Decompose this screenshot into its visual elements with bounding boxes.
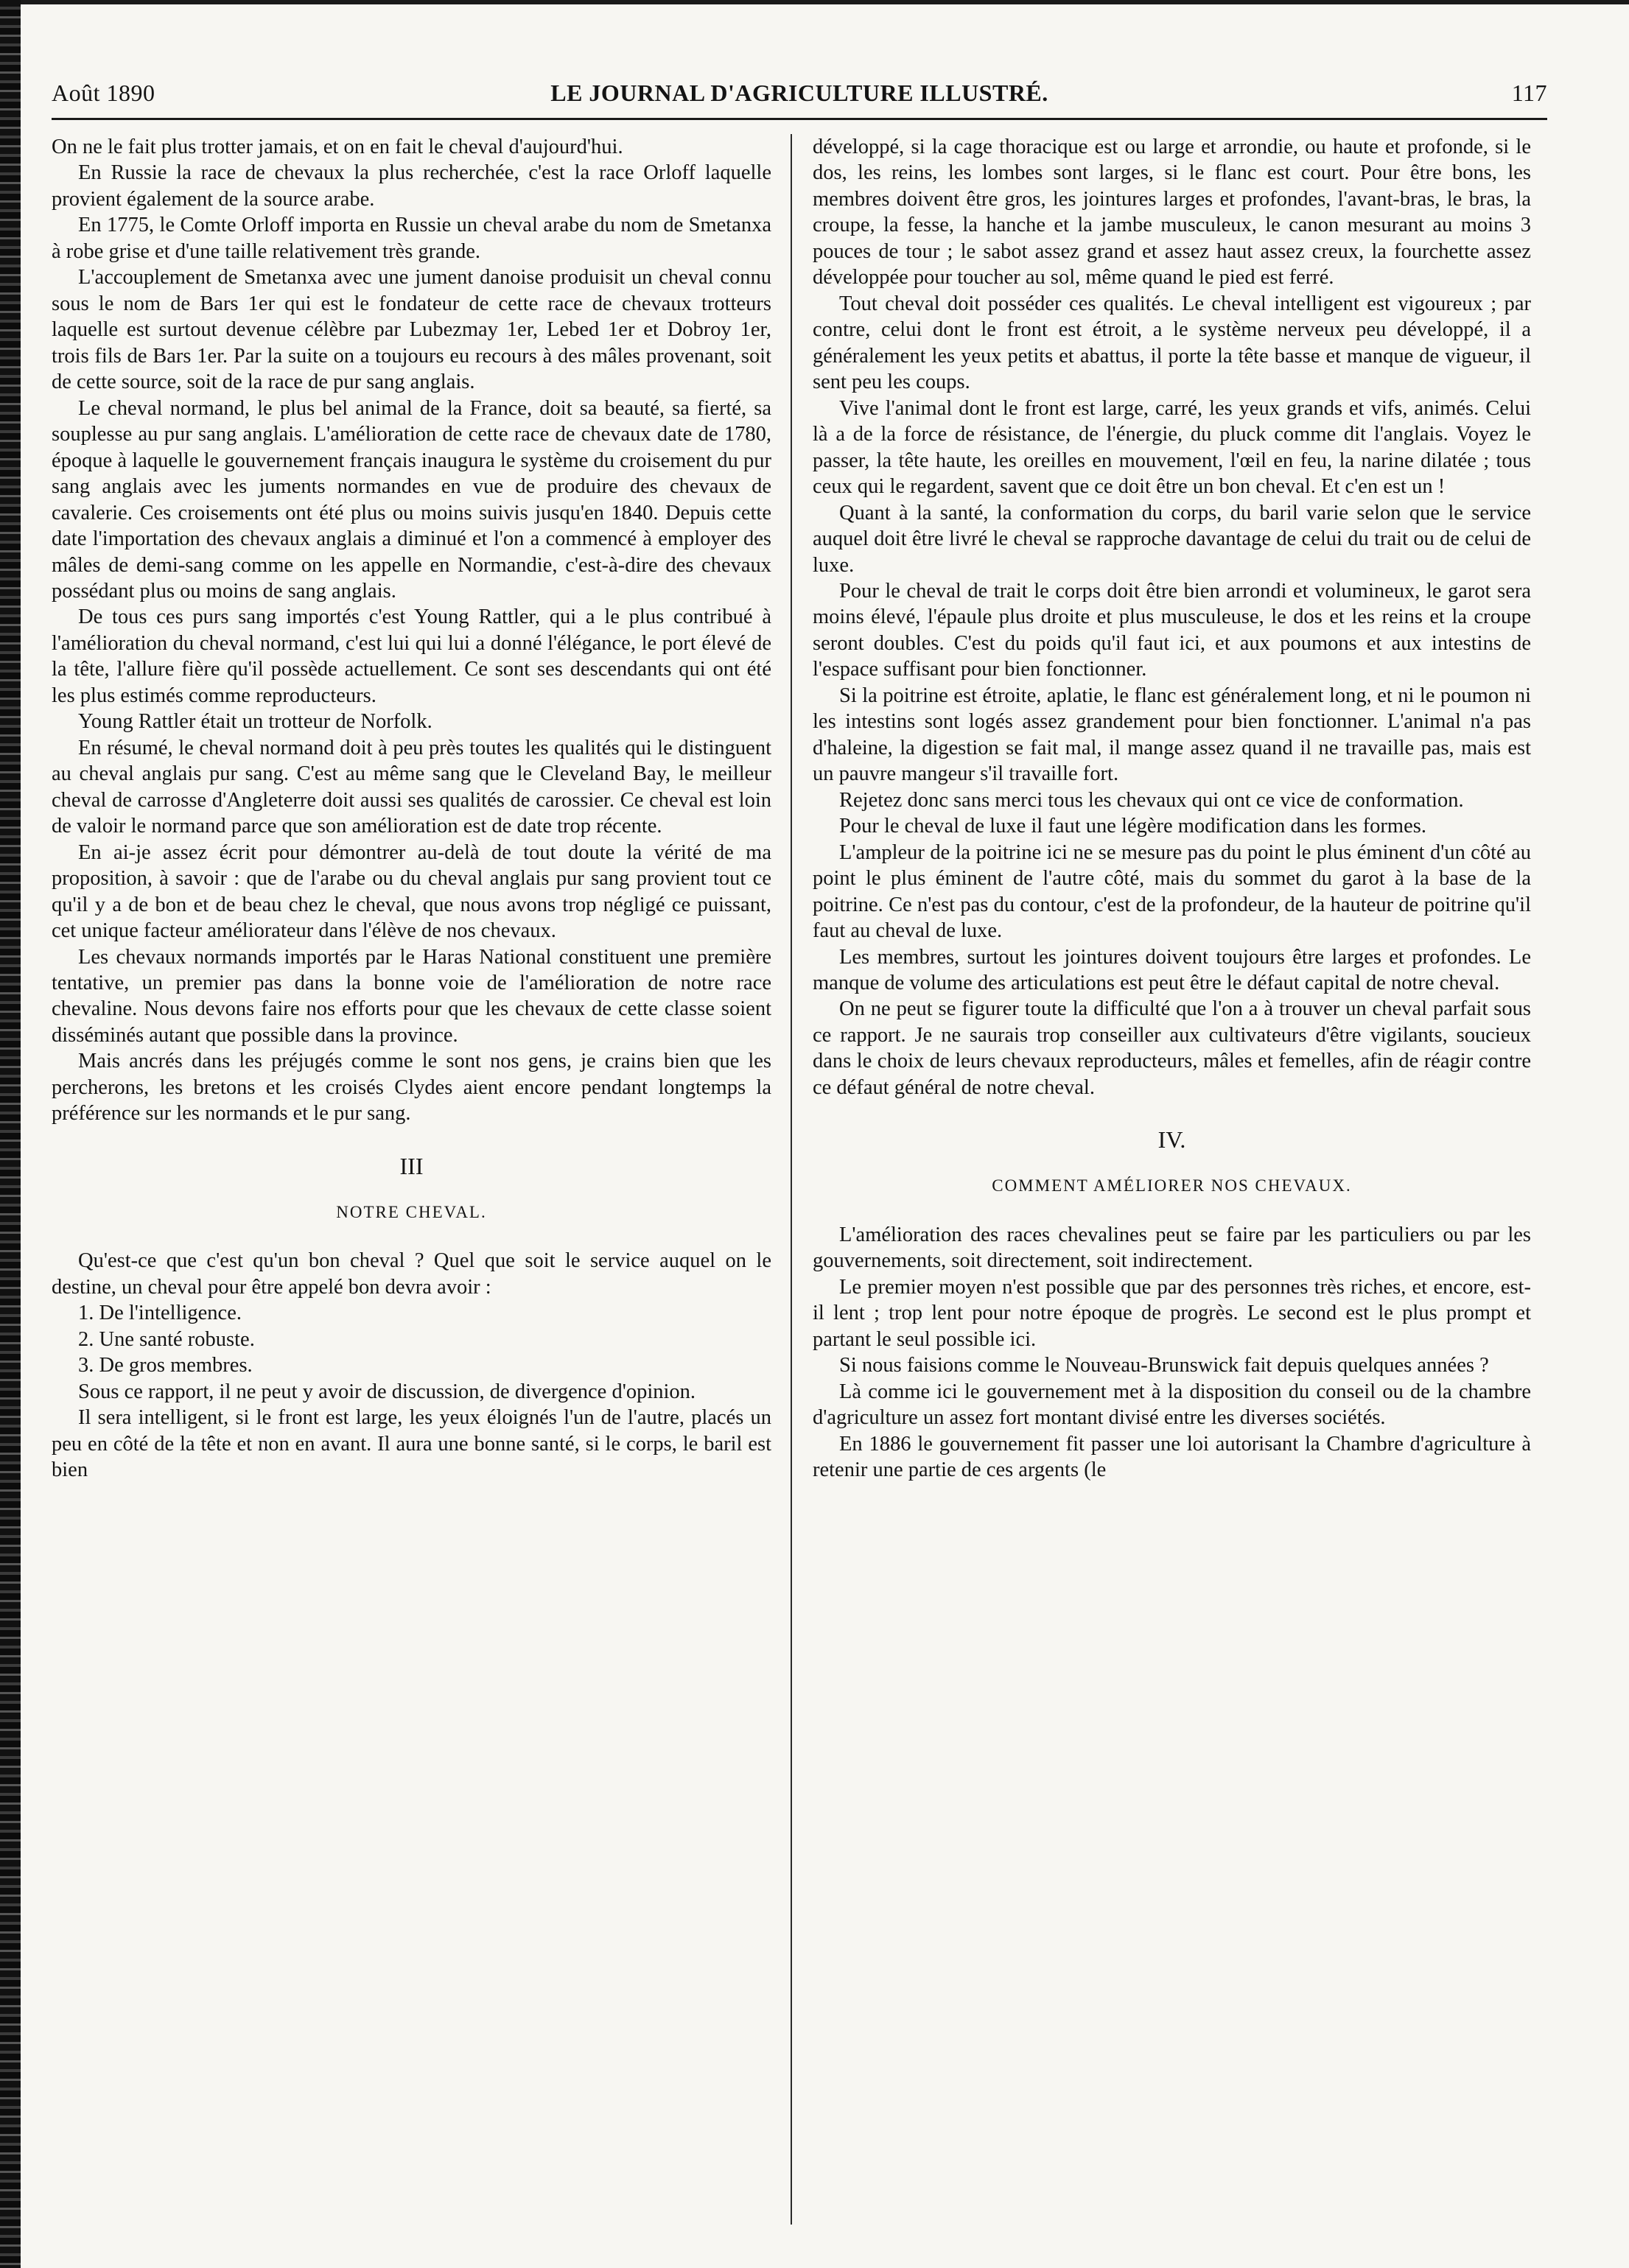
paragraph: En 1775, le Comte Orloff importa en Russie un cheval arabe du nom de Smetanxa à robe grise et d'une taille relativement très grande. — [52, 214, 771, 263]
paragraph: Pour le cheval de trait le corps doit être bien arrondi et volumineux, le garot sera moins élevé, l'épaule plus droite et plus musculeuse, le dos et les reins et la croupe seront doubles. C'est du poids qu'il faut ici, et aux poumons et aux intestins de l'espace suffisant pour bien fonctionner. — [813, 579, 1531, 681]
page-number: 117 — [1511, 80, 1547, 106]
paragraph: Les membres, surtout les jointures doivent toujours être larges et profondes. Le manque de volume des articulations est peut être le défaut capital de notre cheval. — [813, 945, 1531, 994]
paragraph: En Russie la race de chevaux la plus recherchée, c'est la race Orloff laquelle provient également de la source arabe. — [52, 161, 771, 211]
list-item: 3. De gros membres. — [78, 1354, 253, 1377]
section-heading: NOTRE CHEVAL. — [336, 1202, 487, 1221]
column-divider — [791, 134, 792, 2225]
paragraph: Rejetez donc sans merci tous les chevaux qui ont ce vice de conformation. — [839, 788, 1464, 812]
list-item: 1. De l'intelligence. — [78, 1302, 242, 1325]
paragraph: On ne peut se figurer toute la difficulté que l'on a à trouver un cheval parfait sous ce rapport. Je ne saurais trop conseiller aux cultivateurs d'être vigilants, soucieux dans le choix de leurs chevaux reproducteurs, mâles et femelles, afin de réagir contre ce défaut général de notre cheval. — [813, 997, 1531, 1099]
running-head — [52, 66, 1547, 120]
paragraph: Young Rattler était un trotteur de Norfolk. — [78, 710, 432, 734]
paragraph: Le premier moyen n'est possible que par des personnes très riches, et encore, est-il lent ; trop lent pour notre époque de progrès. Le second est le plus prompt et partant le seul possible ici. — [813, 1275, 1531, 1351]
paragraph: L'accouplement de Smetanxa avec une jument danoise produisit un cheval connu sous le nom de Bars 1er qui est le fondateur de cette race de chevaux trotteurs laquelle est surtout devenue célèbre par Lubezmay 1er, Lebed 1er et Dobroy 1er, trois fils de Bars 1er. Par la suite on a toujours eu recours à des mâles provenant, soit de cette source, soit de la race de pur sang anglais. — [52, 266, 771, 394]
paragraph: Sous ce rapport, il ne peut y avoir de discussion, de divergence d'opinion. — [78, 1380, 696, 1403]
paragraph: Là comme ici le gouvernement met à la disposition du conseil ou de la chambre d'agriculture un assez fort montant divisé entre les diverses sociétés. — [813, 1380, 1531, 1430]
paragraph: Mais ancrés dans les préjugés comme le sont nos gens, je crains bien que les percherons, les bretons et les croisés Clydes aient encore pendant longtemps la préférence sur les normands et le pur sang. — [52, 1050, 771, 1126]
paragraph: De tous ces purs sang importés c'est Young Rattler, qui a le plus contribué à l'amélioration du cheval normand, c'est lui qui lui a donné l'élégance, le port élevé de la tête, l'allure fière qu'il possède actuellement. Ce sont ses descendants qui ont été les plus estimés comme reproducteurs. — [52, 605, 771, 707]
article-columns — [52, 134, 1547, 2225]
paragraph: L'ampleur de la poitrine ici ne se mesure pas du point le plus éminent d'un côté au point le plus éminent de l'autre côté, mais du sommet du garot à la base de la poitrine. Ce n'est pas du contour, c'est de la profondeur, de la hauteur de poitrine qu'il faut au cheval de luxe. — [813, 840, 1531, 943]
paragraph: En 1886 le gouvernement fit passer une loi autorisant la Chambre d'agriculture à retenir une partie de ces argents (le — [813, 1432, 1531, 1482]
paragraph: Si nous faisions comme le Nouveau-Brunswick fait depuis quelques années ? — [839, 1354, 1489, 1377]
top-edge-rule — [21, 0, 1629, 4]
paragraph: On ne le fait plus trotter jamais, et on en fait le cheval d'aujourd'hui. — [52, 136, 623, 158]
paragraph: Si la poitrine est étroite, aplatie, le flanc est généralement long, et ni le poumon ni les intestins sont logés assez grandement pour bien fonctionner. L'animal n'a pas d'haleine, la digestion se fait mal, il mange assez quand il ne travaille pas, mais est un pauvre mangeur s'il travaille fort. — [813, 684, 1531, 786]
paragraph: Le cheval normand, le plus bel animal de la France, doit sa beauté, sa fierté, sa souplesse au pur sang anglais. L'amélioration de cette race de chevaux date de 1780, époque à laquelle le gouvernement français inaugura le système du croisement du pur sang anglais avec les juments normandes en vue de produire des chevaux de cavalerie. Ces croisements ont été plus ou moins suivis jusqu'en 1840. Depuis cette date l'importation des chevaux anglais a diminué et l'on a commencé à employer des mâles de demi-sang comme on les appelle en Normandie, c'est-à-dire des chevaux possédant plus ou moins de sang anglais. — [52, 396, 771, 603]
paragraph: En résumé, le cheval normand doit à peu près toutes les qualités qui le distinguent au cheval anglais pur sang. C'est au même sang que le Cleveland Bay, le meilleur cheval de carrosse d'Angleterre doit aussi ses qualités de carossier. Ce cheval est loin de valoir le normand parce que son amélioration est de date trop récente. — [52, 736, 771, 838]
page-binding-edge — [0, 0, 21, 2268]
list-item: 2. Une santé robuste. — [78, 1327, 255, 1351]
paragraph: Pour le cheval de luxe il faut une légère modification dans les formes. — [839, 815, 1426, 838]
journal-page — [52, 66, 1547, 2225]
right-column — [798, 134, 1531, 2225]
paragraph: Les chevaux normands importés par le Haras National constituent une première tentative, un premier pas dans la bonne voie de l'amélioration de notre race chevaline. Nous devons faire nos efforts pour que les chevaux de cette classe soient disséminés autant que possible dans la province. — [52, 945, 771, 1047]
paragraph: En ai-je assez écrit pour démontrer au-delà de tout doute la vérité de ma proposition, à savoir : que de l'arabe ou du cheval anglais pur sang provient tout ce qu'il y a de bon et de beau chez le cheval, que nous avons trop négligé ce puissant, cet unique facteur améliorateur dans l'élève de nos chevaux. — [52, 840, 771, 943]
paragraph: Il sera intelligent, si le front est large, les yeux éloignés l'un de l'autre, placés un peu en côté de la tête et non en avant. Il aura une bonne santé, si le corps, le baril est bien — [52, 1406, 771, 1482]
paragraph: Qu'est-ce que c'est qu'un bon cheval ? Quel que soit le service auquel on le destine, un cheval pour être appelé bon devra avoir : — [52, 1249, 771, 1299]
journal-title: LE JOURNAL D'AGRICULTURE ILLUSTRÉ. — [550, 80, 1048, 106]
section-number: IV. — [1157, 1126, 1186, 1154]
paragraph: Vive l'animal dont le front est large, carré, les yeux grands et vifs, animés. Celui là a de la force de résistance, de l'énergie, du pluck comme dit l'anglais. Voyez le passer, la tête haute, les oreilles en mouvement, l'œil en feu, la narine dilatée ; tous ceux qui le regardent, savent que ce doit être un bon cheval. Et c'en est un ! — [813, 396, 1531, 499]
paragraph: Quant à la santé, la conformation du corps, du baril varie selon que le service auquel doit être livré le cheval se rapproche davantage de celui du trait ou de celui de luxe. — [813, 501, 1531, 577]
paragraph: Tout cheval doit posséder ces qualités. Le cheval intelligent est vigoureux ; par contre, celui dont le front est étroit, a le système nerveux peu développé, il a généralement les yeux petits et abattus, il porte la tête basse et manque de vigueur, il sent peu les coups. — [813, 292, 1531, 394]
section-heading: COMMENT AMÉLIORER NOS CHEVAUX. — [992, 1176, 1352, 1196]
paragraph: L'amélioration des races chevalines peut se faire par les particuliers ou par les gouvernements, soit directement, soit indirectement. — [813, 1223, 1531, 1273]
numbered-list — [52, 1300, 771, 1378]
paragraph: développé, si la cage thoracique est ou large et arrondie, ou haute et profonde, si le dos, les reins, les lombes sont larges, si le flanc est court. Pour être bons, les membres doivent être gros, les jointures larges et profondes, l'avant-bras, le bras, la croupe, la fesse, la hanche et la jambe musculeux, le canon mesurant au moins 3 pouces de tour ; le sabot assez grand et assez haut assez creux, la fourchette assez développée pour toucher au sol, même quand le pied est ferré. — [813, 136, 1531, 289]
section-number: III — [399, 1152, 424, 1179]
left-column — [52, 134, 785, 2225]
issue-date: Août 1890 — [52, 80, 155, 106]
